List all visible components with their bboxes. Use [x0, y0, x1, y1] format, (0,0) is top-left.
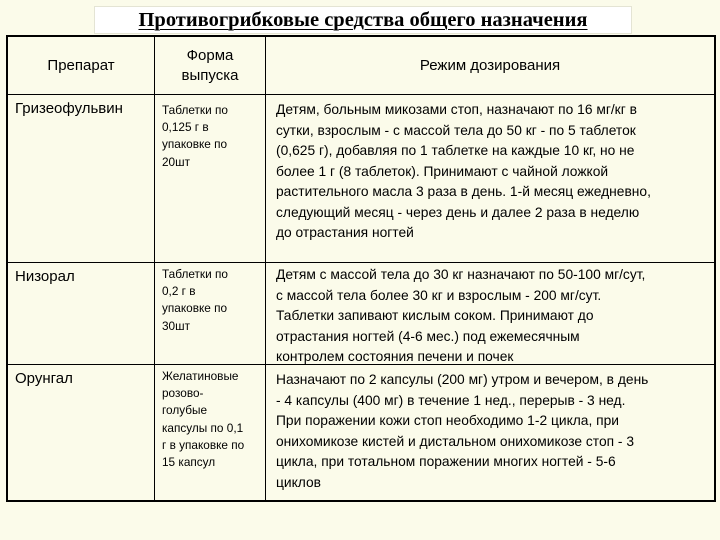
table-row-drug: Орунгал: [15, 370, 73, 387]
page-title: Противогрибковые средства общего назначения: [138, 9, 588, 31]
column-divider: [265, 37, 266, 500]
table-row-drug: Гризеофульвин: [15, 100, 123, 117]
table-row-dosage: Детям, больным микозами стоп, назначают по 16 мг/кг в сутки, взрослым - с массой тела до 50 кг - по 5 таблеток (0,625 г), добавляя по 1 таблетке на каждые 10 кг, но не более 1 г (8 таблеток). Принимают с чайной ложкой растительного масла 3 раза в день. 1-й месяц ежедневно, следующий месяц - через день и далее 2 раза в неделю до отрастания ногтей: [276, 102, 651, 240]
table-row-form: Таблетки по 0,125 г в упаковке по 20шт: [162, 103, 228, 169]
header-dosage: Режим дозирования: [419, 56, 561, 74]
table-row-dosage: Назначают по 2 капсулы (200 мг) утром и вечером, в день - 4 капсулы (400 мг) в течение 1 нед., перерыв - 3 нед. При поражении кожи стоп необходимо 1-2 цикла, при онихомикозе кистей и дистальном онихомикозе стоп - 3 цикла, при тотальном поражении многих ногтей - 5-6 циклов: [276, 372, 649, 490]
row-divider: [8, 94, 714, 95]
header-form: Форма выпуска: [181, 46, 239, 84]
header-drug: Препарат: [47, 56, 115, 74]
table-row-dosage: Детям с массой тела до 30 кг назначают по 50-100 мг/сут, с массой тела более 30 кг и взрослым - 200 мг/сут. Таблетки запивают кислым соком. Принимают до отрастания ногтей (4-6 мес.) под ежемесячным контролем состояния печени и почек: [276, 267, 646, 364]
row-divider: [8, 262, 714, 263]
table-row-form: Желатиновые розово- голубые капсулы по 0,1 г в упаковке по 15 капсул: [162, 369, 245, 470]
table-row-drug: Низорал: [15, 268, 75, 285]
table-row-form: Таблетки по 0,2 г в упаковке по 30шт: [162, 267, 228, 333]
